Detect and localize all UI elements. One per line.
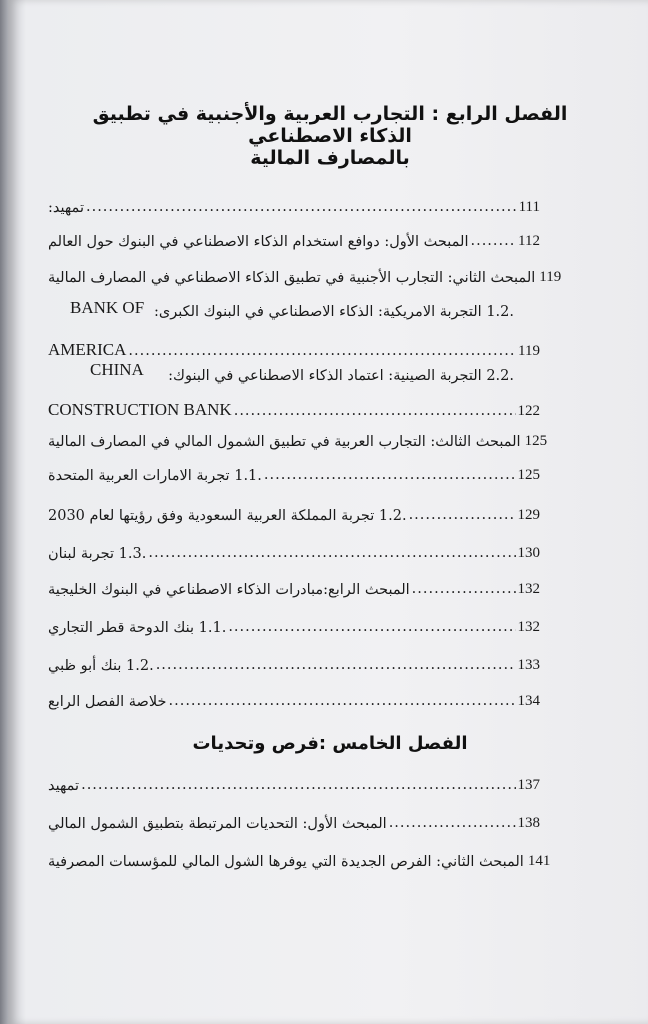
toc-leader <box>412 580 516 598</box>
toc-entry <box>48 192 540 216</box>
toc-page-number: 134 <box>517 693 540 709</box>
toc-page-number: 122 <box>517 403 540 419</box>
toc-page-number: 119 <box>518 343 540 359</box>
toc-entry-english: BANK OF <box>70 298 145 317</box>
toc-entry-label: تمهيد: <box>48 200 84 216</box>
toc-page-number: 125 <box>524 433 548 449</box>
chapter5-title: الفصل الخامس :فرص وتحديات <box>192 733 468 754</box>
toc-entry <box>48 426 548 450</box>
toc-leader <box>264 466 516 484</box>
toc-leader <box>470 232 516 250</box>
toc-entry <box>48 226 540 250</box>
toc-page-number: 111 <box>518 199 540 215</box>
toc-page-number: 138 <box>517 815 540 831</box>
toc-page-number: 133 <box>517 657 540 673</box>
toc-entry <box>48 396 540 420</box>
toc-entry-label: تمهيد <box>48 778 80 794</box>
toc-entry <box>48 460 540 484</box>
toc-entry-label: .1.2 بنك أبو ظبي <box>48 658 154 674</box>
toc-leader <box>156 656 516 674</box>
toc-leader <box>409 506 516 524</box>
toc-entry <box>48 336 540 360</box>
toc-entry <box>48 574 540 598</box>
toc-entry <box>48 500 540 524</box>
toc-leader <box>389 814 516 832</box>
toc-entry <box>48 538 540 562</box>
toc-entry-english: CHINA <box>90 360 144 379</box>
toc-entry <box>48 808 540 832</box>
toc-entry-english: AMERICA <box>48 340 127 359</box>
toc-leader <box>228 618 515 636</box>
toc-entry-label: المبحث الثاني: الفرص الجديدة التي يوفرها الشول المالي للمؤسسات المصرفية <box>48 854 524 870</box>
toc-page-number: 141 <box>527 853 551 869</box>
toc-entry <box>48 686 540 710</box>
toc-page-number: 119 <box>539 269 562 285</box>
toc-entry <box>48 612 540 636</box>
toc-leader <box>81 776 515 794</box>
toc-entry-label: .1.1 تجربة الامارات العربية المتحدة <box>48 468 262 484</box>
toc-entry-label: .1.2 تجربة المملكة العربية السعودية وفق رؤيتها لعام 2030 <box>48 508 407 524</box>
toc-entry <box>48 262 562 286</box>
toc-leader <box>128 342 516 360</box>
toc-entry-label: .1.2 التجربة الامريكية: الذكاء الاصطناعي في البنوك الكبرى: <box>153 304 514 320</box>
chapter4-title-line1: الفصل الرابع : التجارب العربية والأجنبية في تطبيق الذكاء الاصطناعي <box>92 103 568 147</box>
toc-entry <box>48 770 540 794</box>
toc-entry-label: المبحث الثاني: التجارب الأجنبية في تطبيق الذكاء الاصطناعي في المصارف المالية <box>48 270 536 286</box>
toc-page-number: 130 <box>517 545 540 561</box>
toc-page-number: 132 <box>517 619 540 635</box>
toc-page-number: 129 <box>517 507 540 523</box>
toc-leader <box>234 402 516 420</box>
toc-page-number: 132 <box>517 581 540 597</box>
toc-entry-label: المبحث الرابع:مبادرات الذكاء الاصطناعي في البنوك الخليجية <box>48 582 410 598</box>
toc-entry-label: المبحث الثالث: التجارب العربية في تطبيق الشمول المالي في المصارف المالية <box>48 434 521 450</box>
toc-entry-label: خلاصة الفصل الرابع <box>48 694 167 710</box>
toc-entry <box>48 650 540 674</box>
toc-entry-label: المبحث الأول: التحديات المرتبطة بتطبيق الشمول المالي <box>48 816 387 832</box>
toc-page-number: 137 <box>517 777 540 793</box>
chapter4-title-line2: بالمصارف المالية <box>250 147 410 169</box>
toc-leader <box>169 692 516 710</box>
toc-leader <box>148 544 515 562</box>
toc-entry-english: CONSTRUCTION BANK <box>48 400 232 419</box>
toc-page-number: 125 <box>517 467 540 483</box>
toc-entry-label: .1.3 تجربة لبنان <box>48 546 147 562</box>
toc-page-number: 112 <box>518 233 540 249</box>
toc-leader <box>86 198 517 216</box>
toc-entry <box>48 846 551 870</box>
toc-entry-label: المبحث الأول: دوافع استخدام الذكاء الاصطناعي في البنوك حول العالم <box>48 234 469 250</box>
toc-entry-label: .1.1 بنك الدوحة قطر التجاري <box>48 620 227 636</box>
toc-entry-label: .2.2 التجربة الصينية: اعتماد الذكاء الاصطناعي في البنوك: <box>168 368 514 384</box>
